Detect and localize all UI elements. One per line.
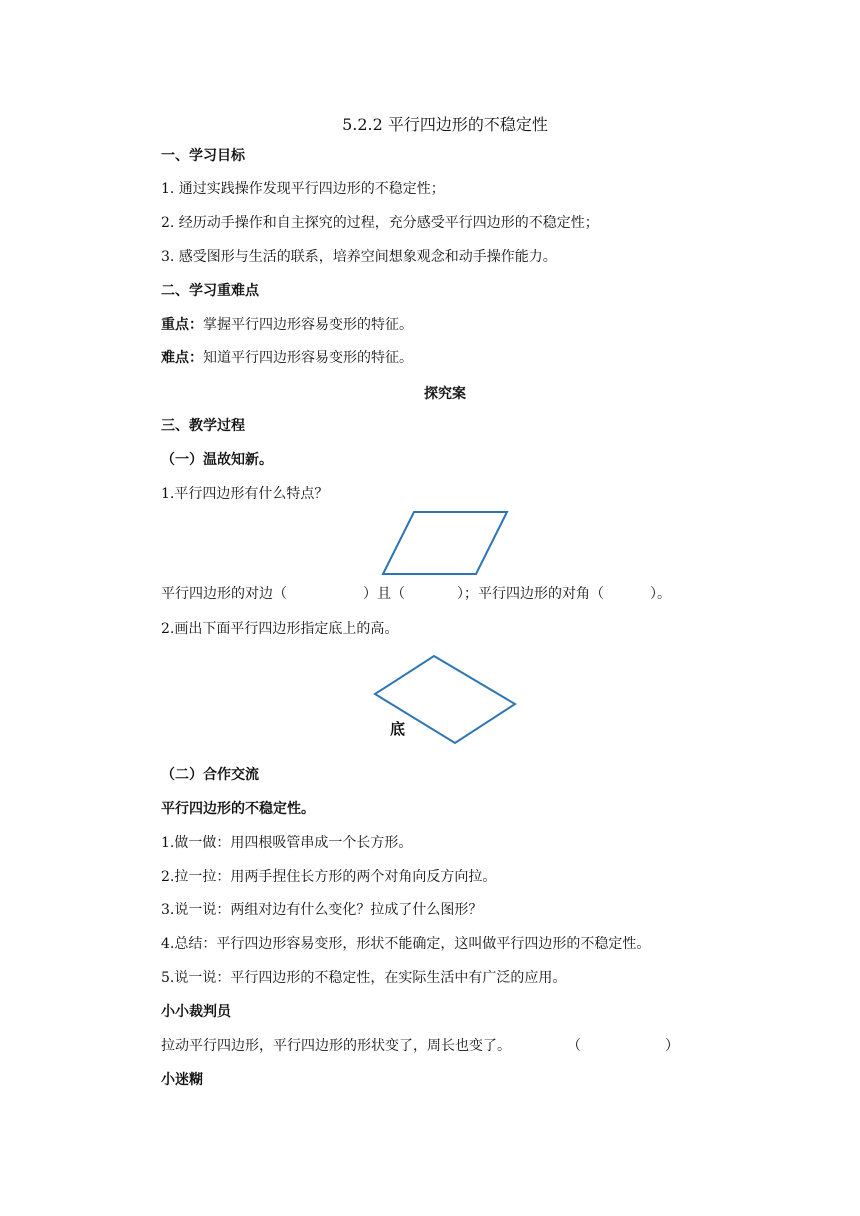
question-2: 2.画出下面平行四边形指定底上的高。 <box>161 621 399 637</box>
base-label: 底 <box>390 720 406 738</box>
goal-item-1: 1. 通过实践操作发现平行四边形的不稳定性； <box>161 181 445 197</box>
difficult-point-label: 难点： <box>161 350 203 366</box>
step-1: 1.做一做：用四根吸管串成一个长方形。 <box>161 835 413 851</box>
difficult-point-text: 知道平行四边形容易变形的特征。 <box>203 350 413 366</box>
judge-heading: 小小裁判员 <box>161 1004 231 1020</box>
part-review-heading: （一）温故知新。 <box>161 452 273 468</box>
topic-heading: 平行四边形的不稳定性。 <box>161 801 315 817</box>
step-4: 4.总结：平行四边形容易变形，形状不能确定，这叫做平行四边形的不稳定性。 <box>161 936 651 952</box>
explore-title: 探究案 <box>424 386 466 402</box>
judge-statement <box>161 1037 679 1055</box>
step-5: 5.说一说：平行四边形的不稳定性，在实际生活中有广泛的应用。 <box>161 970 567 986</box>
judge-open-paren: （ <box>567 1038 581 1054</box>
question-1: 1.平行四边形有什么特点？ <box>161 486 329 502</box>
judge-close-paren: ） <box>665 1038 679 1054</box>
key-point-text: 掌握平行四边形容易变形的特征。 <box>203 317 413 333</box>
fill-text-b: ）且（ <box>363 586 405 602</box>
judge-text: 拉动平行四边形，平行四边形的形状变了，周长也变了。 <box>161 1038 511 1054</box>
puzzle-heading: 小迷糊 <box>161 1072 203 1088</box>
step-2: 2.拉一拉：用两手捏住长方形的两个对角向反方向拉。 <box>161 869 497 885</box>
key-point-label: 重点： <box>161 317 203 333</box>
parallelogram-shape <box>383 512 507 574</box>
section-heading-goals: 一、学习目标 <box>161 148 245 164</box>
section-heading-process: 三、教学过程 <box>161 418 245 434</box>
page-title: 5.2.2 平行四边形的不稳定性 <box>342 115 548 134</box>
part-cooperate-heading: （二）合作交流 <box>161 767 259 783</box>
fill-text-c: ）；平行四边形的对角（ <box>457 586 604 602</box>
goal-item-2: 2. 经历动手操作和自主探究的过程，充分感受平行四边形的不稳定性； <box>161 215 599 231</box>
fill-in-sentence <box>161 585 671 603</box>
section-heading-keypoints: 二、学习重难点 <box>161 283 259 299</box>
goal-item-3: 3. 感受图形与生活的联系，培养空间想象观念和动手操作能力。 <box>161 249 557 265</box>
step-3: 3.说一说：两组对边有什么变化？拉成了什么图形？ <box>161 902 483 918</box>
fill-text-a: 平行四边形的对边（ <box>161 586 287 602</box>
fill-text-d: ）。 <box>650 586 671 602</box>
